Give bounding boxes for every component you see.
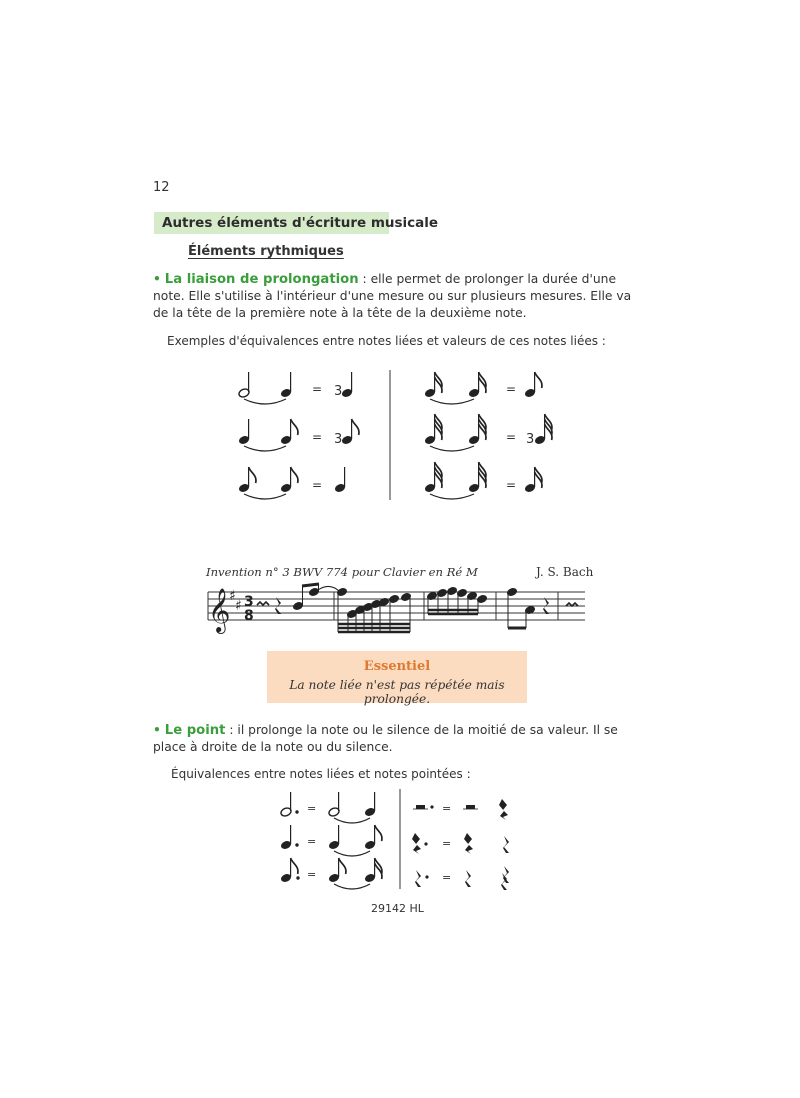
equals-sign: = xyxy=(442,802,452,815)
sixteenth-rest-icon xyxy=(503,866,509,883)
page-number: 12 xyxy=(153,180,170,195)
point-keyword: Le point xyxy=(164,723,226,738)
eighth-rest-icon xyxy=(465,870,471,887)
liaison-paragraph xyxy=(153,271,643,322)
score-caption: Invention n° 3 BWV 774 pour Clavier en Ré M xyxy=(206,565,478,579)
dotted-eighth-rest-equivalence xyxy=(415,866,509,890)
multiplier: 3 xyxy=(334,384,343,399)
tie-arc xyxy=(318,586,340,592)
eighth-rest-icon xyxy=(503,836,509,853)
quarter-rest-icon xyxy=(499,799,508,820)
essentiel-title: Essentiel xyxy=(363,659,431,674)
bullet: • xyxy=(153,272,161,286)
eighth-rest-icon xyxy=(275,597,281,614)
quarter-rest-icon xyxy=(412,833,421,854)
eighth-rest-icon xyxy=(415,870,421,887)
half-rest-icon xyxy=(416,805,425,809)
bullet: • xyxy=(153,723,161,737)
equals-sign: = xyxy=(442,871,452,884)
tie-example-eighth-eighth xyxy=(238,467,346,499)
dotted-half-equivalence xyxy=(280,792,376,823)
equals-sign: = xyxy=(307,802,317,815)
sharp-icon: ♯ xyxy=(235,598,242,614)
trill-ornament-icon xyxy=(257,602,269,605)
dotted-half-rest-equivalence xyxy=(413,799,508,820)
half-rest-icon xyxy=(466,805,475,809)
equals-sign: = xyxy=(312,430,323,444)
equals-sign: = xyxy=(506,478,517,492)
equals-sign: = xyxy=(312,478,323,492)
equals-sign: = xyxy=(506,382,517,396)
svg-text:♯: ♯ xyxy=(372,598,378,611)
dotted-quarter-rest-equivalence xyxy=(412,833,509,854)
sixteenth-group xyxy=(336,587,412,632)
dotted-notes-figure xyxy=(270,785,530,895)
tie-example-half-quarter xyxy=(238,372,353,404)
equals-sign: = xyxy=(442,837,452,850)
dotted-quarter-equivalence xyxy=(280,825,382,856)
tie-examples-figure xyxy=(230,362,560,512)
equals-sign: = xyxy=(506,430,517,444)
bach-score xyxy=(200,580,590,640)
tie-arc xyxy=(244,399,286,404)
multiplier: 3 xyxy=(526,432,535,447)
section-title: Autres éléments d'écriture musicale xyxy=(154,212,389,234)
essentiel-text: La note liée n'est pas répétée mais prolongée. xyxy=(289,678,505,706)
sixteenth-group xyxy=(426,586,488,614)
liaison-keyword: La liaison de prolongation xyxy=(164,272,359,287)
time-signature-top: 3 xyxy=(244,594,254,610)
tie-example-quarter-eighth xyxy=(238,419,359,451)
trill-ornament-icon xyxy=(566,603,578,606)
quarter-rest-icon xyxy=(464,833,473,854)
time-signature-bottom: 8 xyxy=(244,608,254,624)
essentiel-box xyxy=(267,651,527,706)
tie-example-32nd-32nd-sixteenth xyxy=(424,462,542,499)
treble-clef-icon: 𝄞 xyxy=(208,588,231,632)
multiplier: 3 xyxy=(334,432,343,447)
score-composer: J. S. Bach xyxy=(536,565,594,579)
liaison-text: : elle permet de prolonger la durée d'une note. Elle s'utilise à l'intérieur d'une mesure ou sur plusieurs mesures. Elle va de la tête de la première note à la tête de la deuxième note. xyxy=(153,272,632,320)
point-paragraph xyxy=(153,722,643,756)
examples-caption: Exemples d'équivalences entre notes liées et valeurs de ces notes liées : xyxy=(167,334,606,348)
tie-example-32nd-32nd xyxy=(424,414,552,451)
equals-sign: = xyxy=(307,868,317,881)
sharp-icon: ♯ xyxy=(229,588,236,604)
footer-code: 29142 HL xyxy=(371,902,424,915)
equals-sign: = xyxy=(307,835,317,848)
subsection-title: Éléments rythmiques xyxy=(188,244,344,259)
equals-sign: = xyxy=(312,382,323,396)
dotted-eighth-equivalence xyxy=(280,858,382,889)
point-text: : il prolonge la note ou le silence de la moitié de sa valeur. Il se place à droite de la note ou du silence. xyxy=(153,723,618,754)
point-caption: Équivalences entre notes liées et notes pointées : xyxy=(171,767,471,781)
tie-example-sixteenth-sixteenth xyxy=(424,372,542,404)
eighth-rest-icon xyxy=(543,597,549,614)
